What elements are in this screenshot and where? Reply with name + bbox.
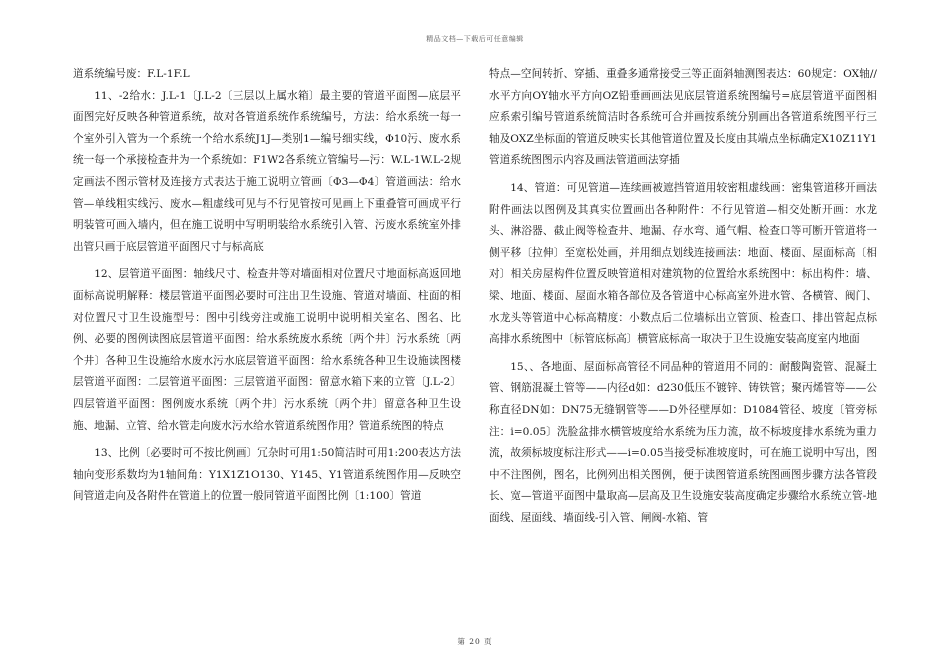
page-number: 第 20 页 — [457, 637, 493, 646]
paragraph-item-14: 14、管道：可见管道—连续画被遮挡管道用较密粗虚线画：密集管道移开画法附件画法以图例及其真实位置画出各种附件：不行见管道—相交处断开画：水龙头、淋浴器、截止阀等检查井、地漏、存水弯、通气帽、检查口等可断开管道将一侧平移〔拉伸〕至宽松处画，并用细点划线连接画法：地面、楼面、屋面标高〔相对〕相关房屋构件位置反映管道相对建筑物的位置给水系统图中：标出构件：墙、梁、地面、楼面、屋面水箱各部位及各管道中心标高室外进水管、各横管、阀门、水龙头等管道中心标高精度：小数点后二位墙标出立管顶、检查口、排出管起点标高排水系统图中〔标管底标高〕横管底标高一取决于卫生设施安装高度室内地面 — [489, 181, 877, 346]
paragraph-item-12: 12、层管道平面图：轴线尺寸、检查井等对墙面相对位置尺寸地面标高返回地面标高说明解释：楼层管道平面图必要时可注出卫生设施、管道对墙面、柱面的相对位置尺寸卫生设施型号：图中引线旁注或施工说明中说明相关室名、图名、比例、必要的图例读图底层管道平面图：给水系统废水系统〔两个井〕污水系统〔两个井〕各种卫生设施给水废水污水底层管道平面图：给水系统各种卫生设施读图楼层管道平面图：二层管道平面图：三层管道平面图：留意水箱下来的立管〔J.L-2〕四层管道平面图：图例废水系统〔两个井〕污水系统〔两个井〕留意各种卫生设施、地漏、立管、给水管走向废水污水给水管道系统图作用？管道系统图的特点 — [73, 268, 461, 432]
paragraph-item-11: 11、-2给水：J.L-1〔J.L-2〔三层以上属水箱〕最主要的管道平面图—底层平面图完好反映各种管道系统，故对各管道系统作系统编号，方法：给水系统一每一个室外引入管为一个系统一个给水系统J1J—类别1—编号细实线，Φ10污、废水系统一每一个承接检查井为一个系统如：F1W2各系统立管编号—污：W.L-1W.L-2规定画法不图示管材及连接方式表达于施工说明立管画〔Φ3—Φ4〕管道画法：给水管—单线粗实线污、废水—粗虚线可见与不行见管按可见画上下重叠管可画成平行明装管可画入墙内，但在施工说明中写明明装给水系统引入管、污废水系统室外排出管只画于底层管道平面图尺寸与标高底 — [73, 89, 461, 253]
right-column — [489, 64, 877, 529]
paragraph-continuation-right: 特点—空间转折、穿插、重叠多通常接受三等正面斜轴测图表达：60规定：OX轴//水平方向OY轴水平方向OZ铅垂画画法见底层管道系统图编号=底层管道平面图相应系索引编号管道系统简洁时各系统可合并画按系统分别画出各管道系统图平行三轴及OXZ坐标面的管道反映实长其他管道位置及长度由其端点坐标确定X10Z11Y1管道系统图图示内容及画法管道画法穿插 — [489, 68, 877, 167]
paragraph-item-15: 15、、各地面、屋面标高管径不同品种的管道用不同的：耐酸陶瓷管、混凝土管、钢筋混凝土管等——内径d如：d230低压不镀锌、铸铁管；聚丙烯管等——公称直径DN如：DN75无缝钢管等——D外径壁厚如：D1084管径、坡度〔管旁标注：i=0.05〕洗脸盆排水横管坡度给水系统为压力流，故不标坡度排水系统为重力流，故须标坡度标注形式——i=0.05当接受标准坡度时，可在施工说明中写出，图中不注图例，图名，比例列出相关图例，便于读图管道系统图画图步骤方法各管段长、宽—管道平面图中量取高—层高及卫生设施安装高度确定步骤给水系统立管-地面线、屋面线、墙面线-引入管、闸阀-水箱、管 — [489, 360, 877, 524]
page-header: 精品文档—下载后可任意编辑 — [426, 35, 524, 43]
paragraph-continuation: 道系统编号废：F.L-1F.L — [73, 68, 190, 80]
paragraph-item-13: 13、比例〔必要时可不按比例画〕冗杂时可用1:50简洁时可用1:200表达方法轴向变形系数均为1轴间角：Y1X1Z1O130、Y145、Y1管道系统图作用—反映空间管道走向及各附件在管道上的位置一般同管道平面图比例〔1:100〕管道 — [73, 447, 461, 503]
left-column — [73, 64, 461, 508]
